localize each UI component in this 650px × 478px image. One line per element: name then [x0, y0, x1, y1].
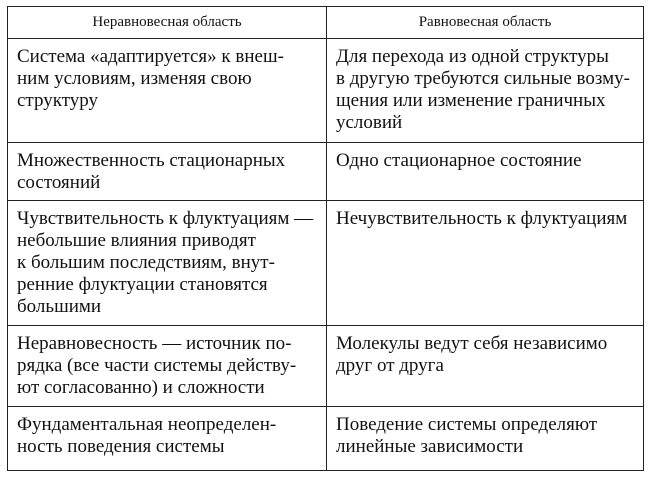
cell-line: Множественность стационарных [17, 149, 286, 171]
cell-nonequilibrium [8, 325, 327, 406]
cell-line: ют согласованно) и сложности [17, 376, 265, 398]
cell-line: структуру [17, 90, 99, 111]
cell-line: рядка (все части системы действу- [17, 354, 297, 376]
cell-nonequilibrium [8, 142, 327, 200]
table-row [8, 325, 644, 406]
cell-line: небольшие влияния приводят [17, 230, 256, 252]
cell-line: Одно стационарное состояние [336, 149, 582, 171]
cell-line: Для перехода из одной структуры [336, 46, 609, 67]
cell-line: ность поведения системы [17, 435, 225, 457]
cell-nonequilibrium [8, 406, 327, 470]
cell-equilibrium [327, 39, 644, 143]
table-header-row [8, 7, 644, 39]
comparison-table [7, 6, 644, 471]
cell-equilibrium [327, 406, 644, 470]
table-row [8, 39, 644, 143]
cell-line: Фундаментальная неопределен- [17, 413, 277, 435]
cell-line: к большим последствиям, внут- [17, 252, 275, 274]
cell-equilibrium [327, 142, 644, 200]
cell-line: Нечувствительность к флуктуациям [336, 208, 628, 230]
cell-line: Система «адаптируется» к внеш- [17, 46, 284, 67]
table-row [8, 201, 644, 326]
header-nonequilibrium: Неравновесная область [8, 7, 327, 39]
cell-line: щения или изменение граничных [336, 90, 606, 111]
cell-line: состояний [17, 171, 101, 193]
cell-equilibrium [327, 325, 644, 406]
cell-line: большими [17, 296, 102, 318]
cell-nonequilibrium [8, 39, 327, 143]
cell-line: Чувствительность к флуктуациям — [17, 208, 314, 230]
cell-line: ним условиям, изменяя свою [17, 68, 252, 89]
table-row [8, 406, 644, 470]
cell-line: Неравновесность — источник по- [17, 332, 292, 354]
cell-line: Поведение системы определяют [336, 413, 598, 435]
cell-line: в другую требуются сильные возму- [336, 68, 630, 89]
cell-line: ренние флуктуации становятся [17, 274, 268, 296]
cell-equilibrium [327, 201, 644, 326]
header-equilibrium: Равновесная область [327, 7, 644, 39]
table-row [8, 142, 644, 200]
comparison-table-container [7, 6, 643, 471]
cell-line: друг от друга [336, 354, 444, 376]
cell-line: линейные зависимости [336, 435, 524, 457]
cell-line: Молекулы ведут себя независимо [336, 332, 608, 354]
cell-nonequilibrium [8, 201, 327, 326]
cell-line: условий [336, 112, 403, 133]
